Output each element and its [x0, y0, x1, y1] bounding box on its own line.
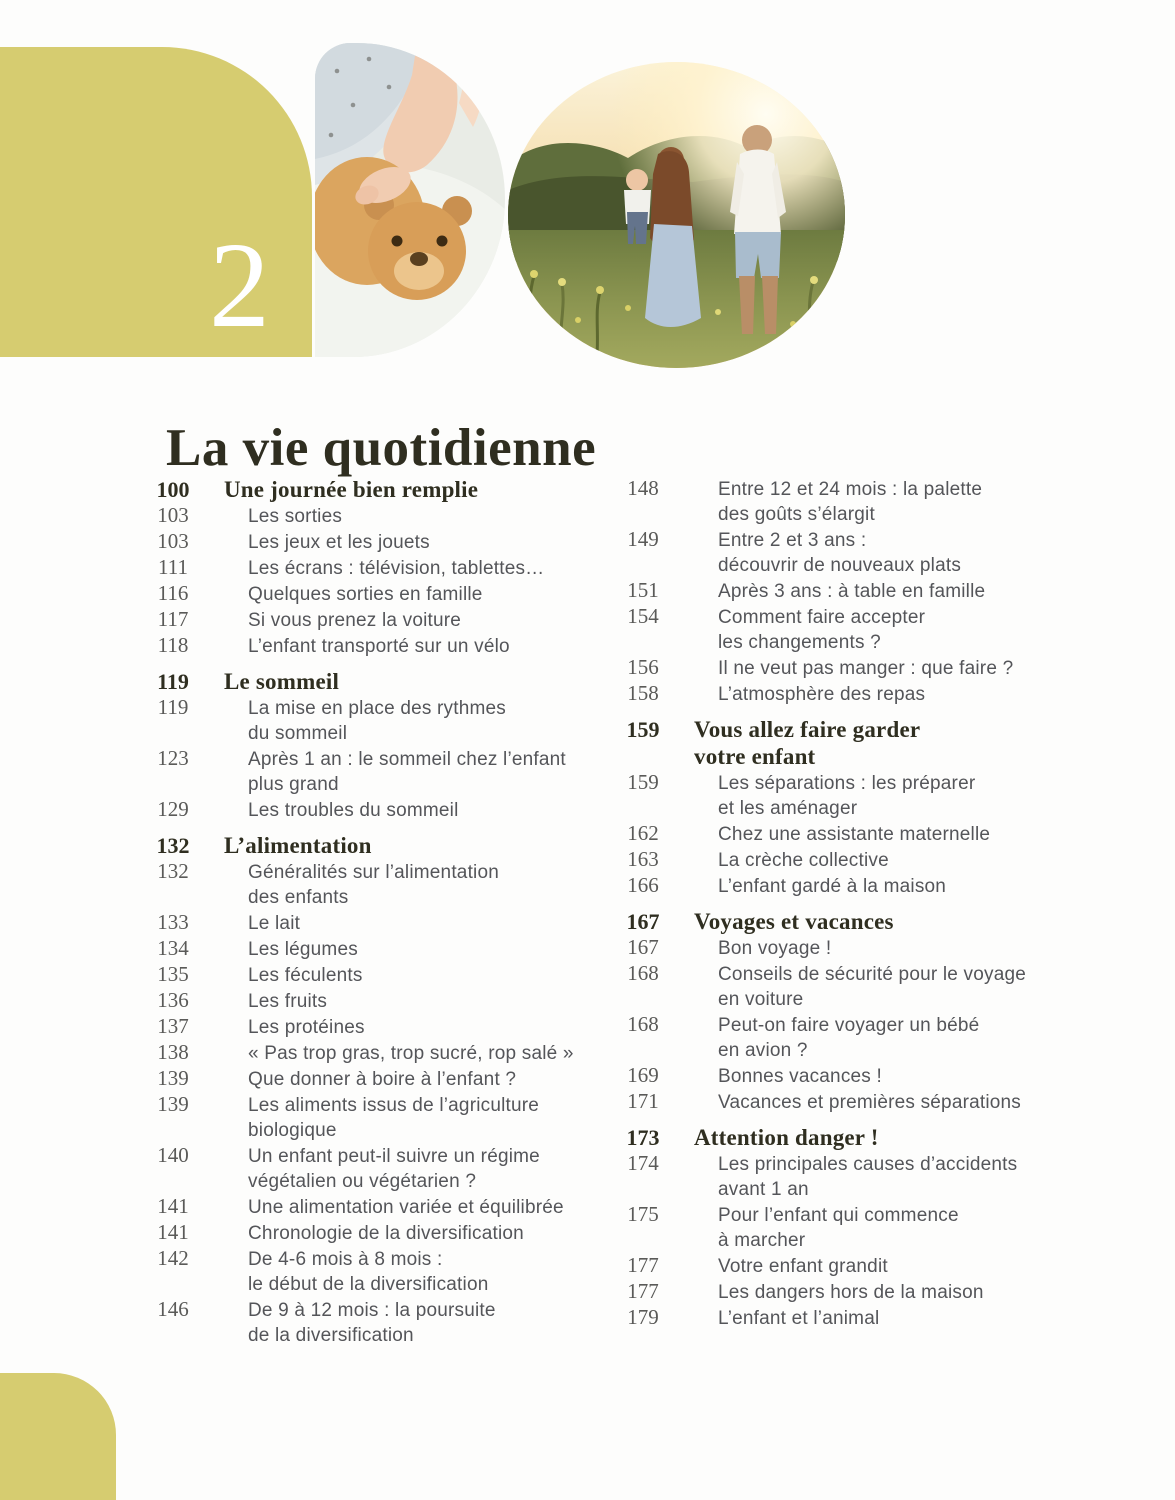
- toc-label: [718, 848, 889, 873]
- toc-page-number: 119: [157, 695, 189, 719]
- toc-label: [718, 1090, 1021, 1115]
- toc-label-line: en voiture: [718, 989, 804, 1010]
- toc-label-line: les changements ?: [718, 632, 881, 653]
- toc-entry-row: [142, 1040, 622, 1066]
- toc-section-row: [142, 476, 622, 503]
- toc-label-line: Le sommeil: [224, 669, 340, 694]
- toc-page-number: 159: [627, 770, 659, 794]
- toc-label-line: L’enfant gardé à la maison: [718, 876, 947, 897]
- toc-label: [718, 1306, 879, 1331]
- toc-label-line: Les séparations : les préparer: [718, 773, 976, 794]
- toc-entry-row: [142, 503, 622, 529]
- toc-page-number: 177: [627, 1253, 659, 1277]
- toc-label-line: avant 1 an: [718, 1179, 809, 1200]
- toc-page-number: 148: [627, 476, 659, 500]
- toc-entry-row: [142, 859, 622, 910]
- toc-page-number: 139: [157, 1092, 189, 1116]
- toc-entry-row: [612, 961, 1092, 1012]
- toc-label: [718, 605, 925, 655]
- toc-label: [718, 874, 946, 899]
- toc-label: [224, 476, 478, 503]
- toc-entry-row: [612, 1253, 1092, 1279]
- toc-entry-row: [142, 1194, 622, 1220]
- toc-entry-row: [142, 936, 622, 962]
- toc-label: [248, 1144, 540, 1194]
- toc-label-line: végétalien ou végétarien ?: [248, 1171, 477, 1192]
- toc-page-number: 136: [157, 988, 189, 1012]
- toc-page-number: 100: [156, 477, 190, 502]
- toc-page-number: 116: [157, 581, 189, 605]
- toc-entry-row: [612, 1279, 1092, 1305]
- toc-label-line: Comment faire accepter: [718, 607, 926, 628]
- toc-label: [718, 656, 1013, 681]
- toc-label-line: Vacances et premières séparations: [718, 1092, 1022, 1113]
- toc-entry-row: [142, 1014, 622, 1040]
- toc-label: [248, 504, 342, 529]
- toc-entry-row: [142, 555, 622, 581]
- toc-label-line: La mise en place des rythmes: [248, 698, 506, 719]
- toc-label: [248, 798, 459, 823]
- toc-section-row: [612, 908, 1092, 935]
- toc-entry-row: [142, 581, 622, 607]
- toc-entry-row: [612, 527, 1092, 578]
- toc-page-number: 142: [157, 1246, 189, 1270]
- toc-label-line: Les troubles du sommeil: [248, 800, 459, 821]
- toc-entry-row: [612, 1012, 1092, 1063]
- toc-label-line: L’enfant transporté sur un vélo: [248, 636, 510, 657]
- toc-label-line: Les aliments issus de l’agriculture: [248, 1095, 540, 1116]
- toc-label: [718, 1280, 984, 1305]
- toc-label-line: en avion ?: [718, 1040, 808, 1061]
- toc-label: [248, 1298, 496, 1348]
- toc-label-line: Après 1 an : le sommeil chez l’enfant: [248, 749, 566, 770]
- toc-label: [718, 1064, 882, 1089]
- toc-page-number: 141: [157, 1220, 189, 1244]
- toc-label-line: « Pas trop gras, trop sucré, rop salé »: [248, 1043, 574, 1064]
- toc-page-number: 118: [157, 633, 189, 657]
- toc-entry-row: [142, 633, 622, 659]
- toc-label-line: Les légumes: [248, 939, 358, 960]
- toc-label: [248, 696, 506, 746]
- toc-page-number: 119: [157, 669, 189, 694]
- toc-label: [248, 747, 566, 797]
- toc-section-row: [142, 832, 622, 859]
- toc-label: [694, 716, 920, 770]
- toc-entry-row: [142, 1092, 622, 1143]
- toc-label: [718, 771, 975, 821]
- toc-page-number: 149: [627, 527, 659, 551]
- toc-page-number: 158: [627, 681, 659, 705]
- toc-entry-row: [612, 655, 1092, 681]
- toc-page-number: 137: [157, 1014, 189, 1038]
- toc-label-line: Voyages et vacances: [694, 909, 894, 934]
- toc-label: [248, 1247, 488, 1297]
- toc-label-line: Vous allez faire garder: [694, 717, 921, 742]
- toc-page-number: 138: [157, 1040, 189, 1064]
- toc-entry-row: [612, 1202, 1092, 1253]
- toc-label-line: Conseils de sécurité pour le voyage: [718, 964, 1027, 985]
- toc-page-number: 162: [627, 821, 659, 845]
- toc-label-line: La crèche collective: [718, 850, 889, 871]
- toc-label: [248, 1041, 574, 1066]
- toc-label: [248, 530, 430, 555]
- toc-label-line: Votre enfant grandit: [718, 1256, 888, 1277]
- toc-entry-row: [612, 1089, 1092, 1115]
- toc-label: [718, 1203, 959, 1253]
- toc-label: [248, 937, 358, 962]
- toc-label-line: Entre 12 et 24 mois : la palette: [718, 479, 983, 500]
- toc-label-line: biologique: [248, 1120, 337, 1141]
- toc-label-line: des enfants: [248, 887, 349, 908]
- toc-page-number: 154: [627, 604, 659, 628]
- toc-label-line: Un enfant peut-il suivre un régime: [248, 1146, 540, 1167]
- toc-label-line: Bon voyage !: [718, 938, 832, 959]
- toc-page-number: 167: [626, 909, 660, 934]
- toc-label: [248, 1015, 365, 1040]
- toc-page-number: 132: [156, 833, 190, 858]
- toc-entry-row: [142, 910, 622, 936]
- toc-entry-row: [142, 1143, 622, 1194]
- toc-label: [224, 668, 339, 695]
- toc-entry-row: [142, 607, 622, 633]
- corner-accent-shape: [0, 1373, 116, 1500]
- toc-label-line: Les protéines: [248, 1017, 365, 1038]
- toc-page-number: 179: [627, 1305, 659, 1329]
- toc-label: [248, 1093, 539, 1143]
- toc-entry-row: [612, 935, 1092, 961]
- toc-section-row: [612, 716, 1092, 770]
- toc-label: [248, 556, 544, 581]
- toc-entry-row: [142, 746, 622, 797]
- toc-label: [248, 860, 499, 910]
- family-sunset-illustration: [508, 62, 845, 368]
- toc-page-number: 159: [626, 717, 660, 742]
- toc-label-line: Les féculents: [248, 965, 363, 986]
- toc-label-line: Une journée bien remplie: [224, 477, 479, 502]
- toc-label-line: L’atmosphère des repas: [718, 684, 926, 705]
- toc-label-line: Bonnes vacances !: [718, 1066, 882, 1087]
- toc-entry-row: [612, 770, 1092, 821]
- toc-page-number: 167: [627, 935, 659, 959]
- toc-label-line: du sommeil: [248, 723, 348, 744]
- toc-label-line: des goûts s’élargit: [718, 504, 875, 525]
- toc-label: [248, 582, 483, 607]
- toc-section-row: [142, 668, 622, 695]
- toc-entry-row: [612, 873, 1092, 899]
- toc-entry-row: [612, 821, 1092, 847]
- toc-entry-row: [142, 988, 622, 1014]
- toc-column-right: [612, 476, 1092, 1331]
- baby-teddy-illustration: [315, 43, 505, 357]
- toc-label: [248, 634, 510, 659]
- toc-label: [248, 989, 327, 1014]
- toc-entry-row: [612, 1305, 1092, 1331]
- toc-entry-row: [142, 1220, 622, 1246]
- toc-label-line: Une alimentation variée et équilibrée: [248, 1197, 564, 1218]
- toc-entry-row: [142, 797, 622, 823]
- toc-page-number: 140: [157, 1143, 189, 1167]
- toc-page-number: 169: [627, 1063, 659, 1087]
- toc-page-number: 133: [157, 910, 189, 934]
- toc-page-number: 173: [626, 1125, 660, 1150]
- toc-page-number: 132: [157, 859, 189, 883]
- toc-label: [248, 1221, 524, 1246]
- toc-label: [248, 911, 300, 936]
- toc-label-line: à marcher: [718, 1230, 806, 1251]
- toc-label-line: L’alimentation: [224, 833, 372, 858]
- toc-label-line: votre enfant: [694, 744, 816, 769]
- page-title: La vie quotidienne: [166, 418, 597, 477]
- toc-label-line: Les jeux et les jouets: [248, 532, 430, 553]
- toc-label-line: Peut-on faire voyager un bébé: [718, 1015, 980, 1036]
- toc-page-number: 171: [627, 1089, 659, 1113]
- toc-entry-row: [142, 1066, 622, 1092]
- toc-page-number: 168: [627, 961, 659, 985]
- toc-label-line: Il ne veut pas manger : que faire ?: [718, 658, 1014, 679]
- toc-entry-row: [142, 695, 622, 746]
- toc-label: [718, 682, 925, 707]
- toc-label-line: Les dangers hors de la maison: [718, 1282, 984, 1303]
- toc-page-number: 175: [627, 1202, 659, 1226]
- toc-label-line: Les principales causes d’accidents: [718, 1154, 1018, 1175]
- toc-page-number: 135: [157, 962, 189, 986]
- toc-entry-row: [142, 529, 622, 555]
- toc-label-line: le début de la diversification: [248, 1274, 489, 1295]
- toc-label-line: plus grand: [248, 774, 339, 795]
- chapter-number: 2: [209, 218, 270, 353]
- toc-label-line: Que donner à boire à l’enfant ?: [248, 1069, 517, 1090]
- toc-page-number: 111: [158, 555, 188, 579]
- toc-page-number: 123: [157, 746, 189, 770]
- toc-page-number: 117: [157, 607, 189, 631]
- toc-entry-row: [612, 476, 1092, 527]
- toc-page-number: 177: [627, 1279, 659, 1303]
- toc-page-number: 103: [157, 503, 189, 527]
- toc-entry-row: [142, 962, 622, 988]
- toc-page-number: 174: [627, 1151, 659, 1175]
- toc-label-line: Les écrans : télévision, tablettes…: [248, 558, 545, 579]
- toc-label: [694, 1124, 879, 1151]
- toc-label: [718, 1254, 888, 1279]
- toc-label: [248, 1195, 564, 1220]
- toc-entry-row: [612, 578, 1092, 604]
- toc-label-line: de la diversification: [248, 1325, 414, 1346]
- toc-label: [248, 1067, 516, 1092]
- toc-entry-row: [612, 1063, 1092, 1089]
- toc-label-line: Le lait: [248, 913, 301, 934]
- toc-label-line: Pour l’enfant qui commence: [718, 1205, 959, 1226]
- toc-label: [248, 963, 363, 988]
- toc-page-number: 129: [157, 797, 189, 821]
- toc-column-left: [142, 476, 622, 1348]
- toc-section-row: [612, 1124, 1092, 1151]
- toc-label: [718, 936, 831, 961]
- toc-page-number: 103: [157, 529, 189, 553]
- toc-label-line: De 4-6 mois à 8 mois :: [248, 1249, 443, 1270]
- toc-page-number: 141: [157, 1194, 189, 1218]
- toc-label-line: Les fruits: [248, 991, 328, 1012]
- chapter-number-block: [0, 47, 312, 357]
- toc-entry-row: [612, 604, 1092, 655]
- toc-label: [224, 832, 372, 859]
- toc-entry-row: [612, 681, 1092, 707]
- family-sunset-photo: [508, 62, 845, 368]
- toc-label: [718, 822, 990, 847]
- toc-label-line: Chronologie de la diversification: [248, 1223, 524, 1244]
- toc-label: [718, 579, 985, 604]
- toc-label: [694, 908, 894, 935]
- toc-page-number: 168: [627, 1012, 659, 1036]
- toc-label-line: Chez une assistante maternelle: [718, 824, 991, 845]
- toc-page-number: 139: [157, 1066, 189, 1090]
- toc-label: [248, 608, 461, 633]
- toc-label-line: Quelques sorties en famille: [248, 584, 483, 605]
- toc-label-line: Si vous prenez la voiture: [248, 610, 462, 631]
- toc-label: [718, 1152, 1017, 1202]
- toc-page-number: 156: [627, 655, 659, 679]
- toc-page-number: 166: [627, 873, 659, 897]
- toc-page-number: 151: [627, 578, 659, 602]
- toc-label: [718, 962, 1026, 1012]
- toc-page-number: 163: [627, 847, 659, 871]
- toc-label: [718, 528, 961, 578]
- toc-page-number: 134: [157, 936, 189, 960]
- toc-page-number: 146: [157, 1297, 189, 1321]
- toc-label-line: L’enfant et l’animal: [718, 1308, 880, 1329]
- toc-entry-row: [612, 847, 1092, 873]
- toc-label: [718, 477, 982, 527]
- baby-teddy-photo: [315, 43, 505, 357]
- toc-label-line: Généralités sur l’alimentation: [248, 862, 500, 883]
- toc-label-line: et les aménager: [718, 798, 858, 819]
- toc-entry-row: [142, 1297, 622, 1348]
- toc-label: [718, 1013, 979, 1063]
- toc-label-line: Entre 2 et 3 ans :: [718, 530, 867, 551]
- toc-entry-row: [612, 1151, 1092, 1202]
- toc-entry-row: [142, 1246, 622, 1297]
- toc-label-line: Attention danger !: [694, 1125, 879, 1150]
- toc-label-line: Les sorties: [248, 506, 343, 527]
- toc-label-line: De 9 à 12 mois : la poursuite: [248, 1300, 496, 1321]
- toc-label-line: découvrir de nouveaux plats: [718, 555, 962, 576]
- toc-label-line: Après 3 ans : à table en famille: [718, 581, 986, 602]
